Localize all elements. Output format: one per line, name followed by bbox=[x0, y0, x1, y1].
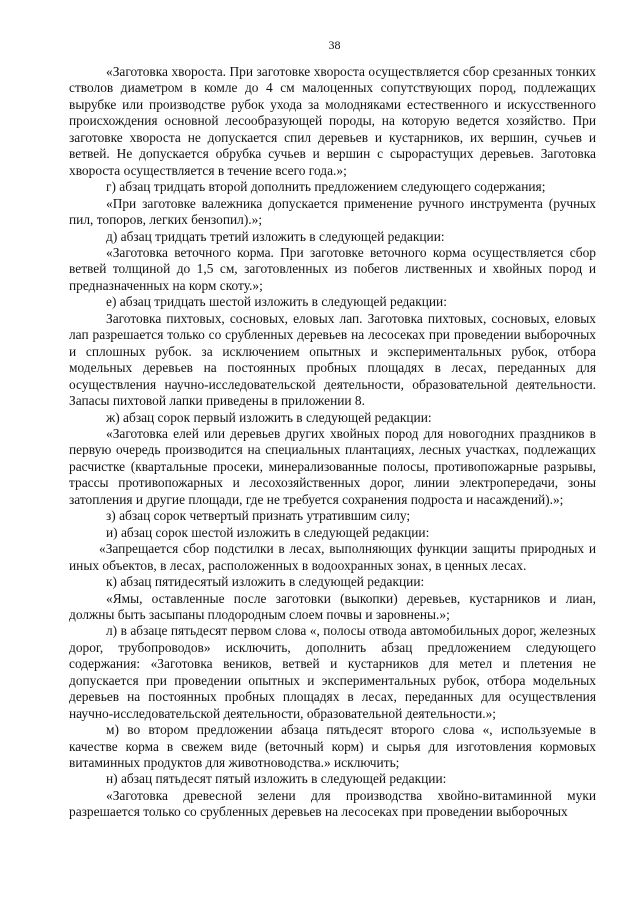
paragraph-9: «Заготовка елей или деревьев других хвойных пород для новогодних праздников в первую очередь производится на специальных плантациях, лесных участках, подлежащих расчистке (квартальные просеки, минерализованные полосы, противопожарные разрывы, трассы противопожарных и лесохозяйственных дорог, линии электропередачи, зоны затопления и другие площади, где не требуется сохранения подроста и насаждений).»; bbox=[69, 425, 596, 507]
paragraph-6: е) абзац тридцать шестой изложить в следующей редакции: bbox=[106, 294, 447, 310]
paragraph-17: н) абзац пятьдесят пятый изложить в следующей редакции: bbox=[106, 771, 447, 787]
document-body bbox=[69, 64, 596, 821]
paragraph-10: з) абзац сорок четвертый признать утратившим силу; bbox=[106, 508, 411, 524]
paragraph-16: м) во втором предложении абзаца пятьдесят второго слова «, используемые в качестве корма в свежем виде (веточный корм) и сырья для изготовления кормовых витаминных продуктов для животноводства.» исключить; bbox=[69, 722, 596, 771]
paragraph-2: г) абзац тридцать второй дополнить предложением следующего содержания; bbox=[106, 179, 546, 195]
paragraph-12: «Запрещается сбор подстилки в лесах, выполняющих функции защиты природных и иных объектов, в лесах, расположенных в водоохранных зонах, в ценных лесах. bbox=[69, 541, 596, 573]
paragraph-5: «Заготовка веточного корма. При заготовке веточного корма осуществляется сбор ветвей толщиной до 1,5 см, заготовленных из побегов лиственных и хвойных пород и предназначенных на корм скоту.»; bbox=[69, 244, 596, 293]
paragraph-4: д) абзац тридцать третий изложить в следующей редакции: bbox=[106, 228, 445, 244]
page-number: 38 bbox=[328, 38, 341, 52]
paragraph-14: «Ямы, оставленные после заготовки (выкопки) деревьев, кустарников и лиан, должны быть засыпаны плодородным слоем почвы и заровнены.»; bbox=[69, 590, 596, 622]
paragraph-8: ж) абзац сорок первый изложить в следующей редакции: bbox=[106, 409, 432, 425]
paragraph-3: «При заготовке валежника допускается применение ручного инструмента (ручных пил, топоров, легких бензопил).»; bbox=[69, 195, 596, 228]
paragraph-1: «Заготовка хвороста. При заготовке хвороста осуществляется сбор срезанных тонких стволов диаметром в комле до 4 см малоценных сопутствующих пород, подлежащих вырубке или производстве рубок ухода за молодняками естественного и искусственного происхождения основной лесообразующей породы, на которую ведется хозяйство. При заготовке хвороста не допускается спил деревьев и кустарников, их вершин, сучьев и ветвей. Не допускается обрубка сучьев и вершин с сырорастущих деревьев. Заготовка хвороста осуществляется в течение всего года.»; bbox=[69, 64, 596, 178]
paragraph-7: Заготовка пихтовых, сосновых, еловых лап. Заготовка пихтовых, сосновых, еловых лап разрешается только со срубленных деревьев на лесосеках при проведении выборочных и сплошных рубок. за исключением опытных и экспериментальных рубок, отбора модельных деревьев на постоянных пробных площадях в лесах, переданных для осуществления научно-исследовательской деятельности, образовательной деятельности. Запасы пихтовой лапки приведены в приложении 8. bbox=[69, 310, 596, 409]
paragraph-15: л) в абзаце пятьдесят первом слова «, полосы отвода автомобильных дорог, железных дорог, трубопроводов» исключить, дополнить абзац предложением следующего содержания: «Заготовка веников, ветвей и кустарников для метел и плетения не допускается при проведении опытных и экспериментальных рубок, отбора модельных деревьев на постоянных пробных площадях в лесах, переданных для осуществления научно-исследовательской деятельности, образовательной деятельности.»; bbox=[69, 623, 596, 721]
paragraph-11: и) абзац сорок шестой изложить в следующей редакции: bbox=[106, 524, 430, 540]
paragraph-13: к) абзац пятидесятый изложить в следующей редакции: bbox=[106, 574, 425, 590]
paragraph-18: «Заготовка древесной зелени для производства хвойно-витаминной муки разрешается только со срубленных деревьев на лесосеках при проведении выборочных bbox=[69, 787, 596, 820]
